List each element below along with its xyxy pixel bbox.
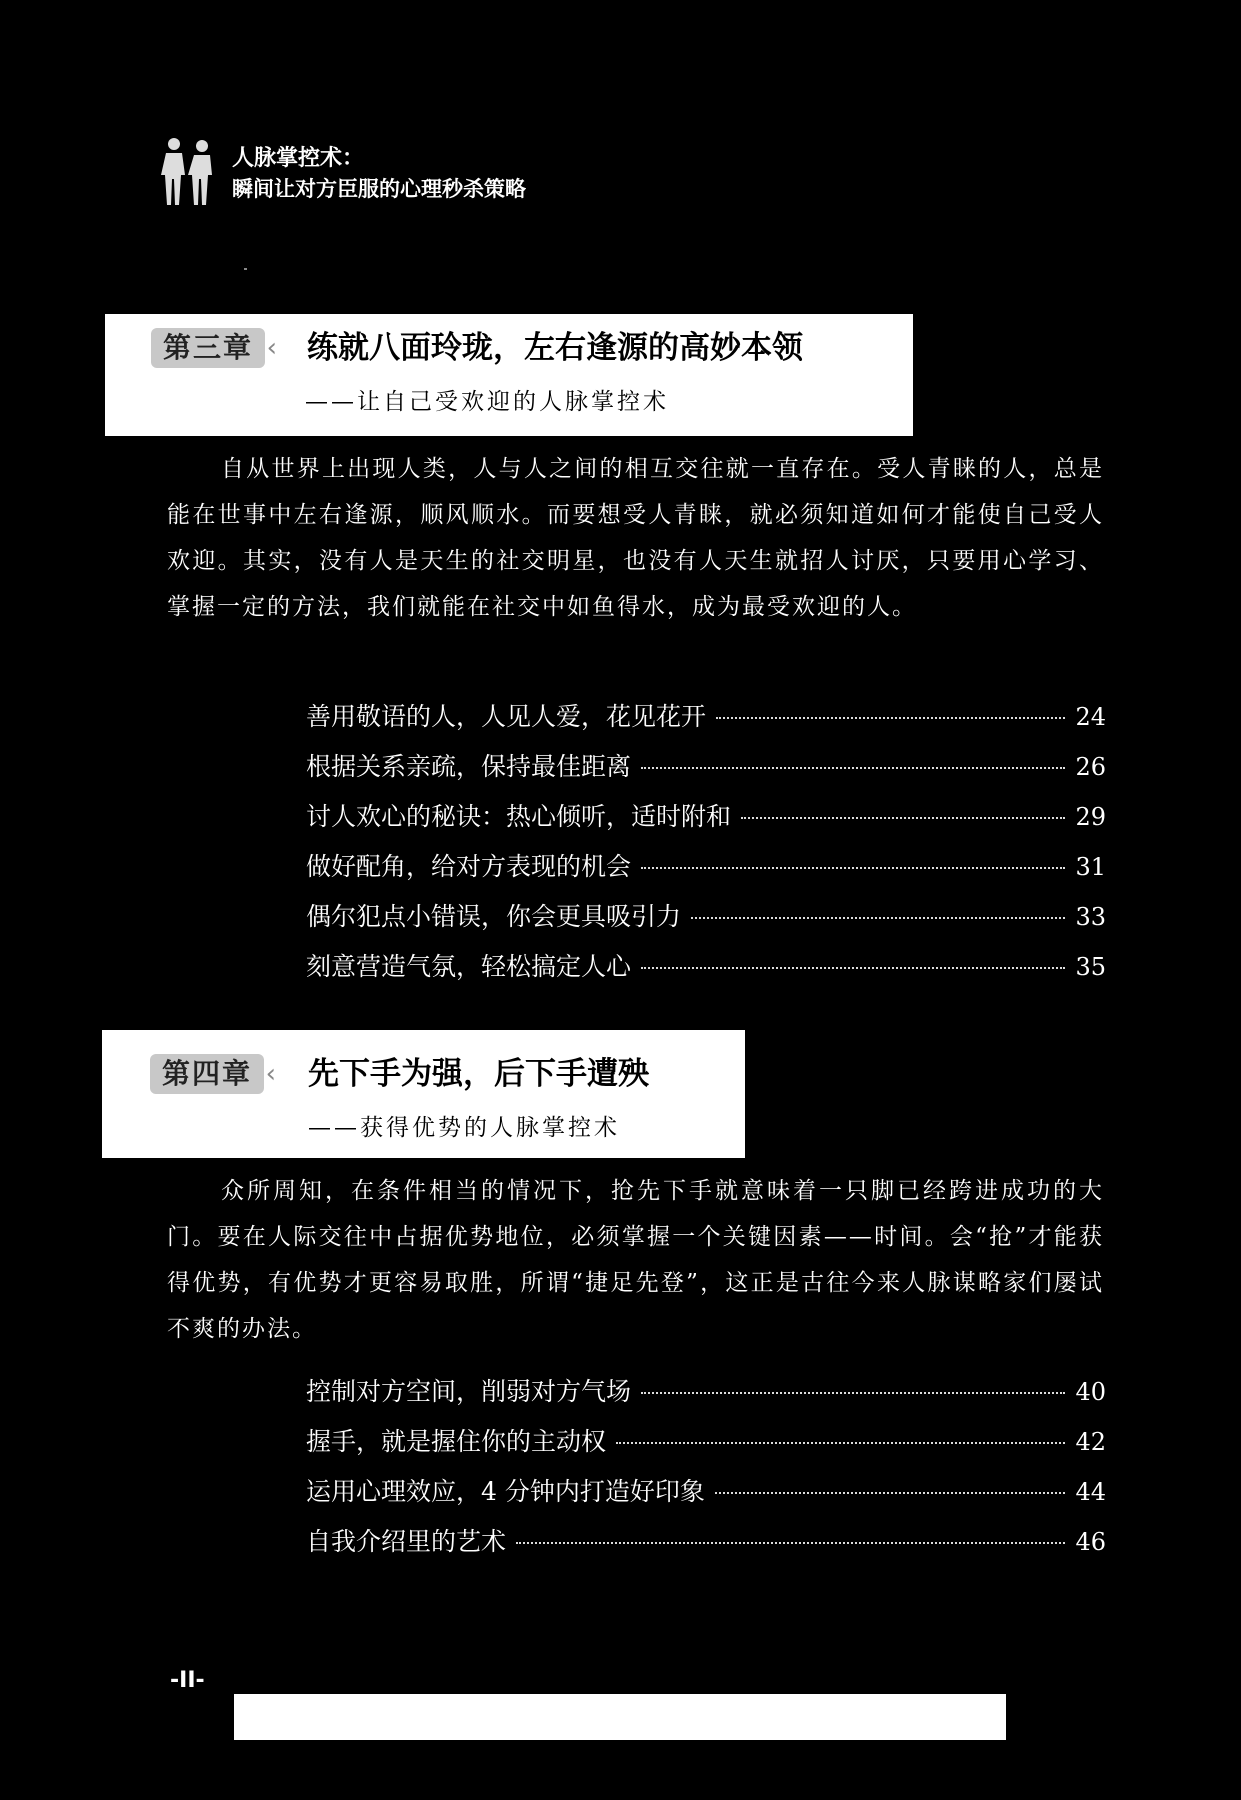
toc-item[interactable] (306, 1422, 1106, 1472)
toc-item-page: 40 (1075, 1378, 1106, 1406)
chapter-4-toc (306, 1372, 1106, 1572)
chapter-4-intro: 众所周知，在条件相当的情况下，抢先下手就意味着一只脚已经跨进成功的大门。要在人际交往中占据优势地位，必须掌握一个关键因素——时间。会“抢”才能获得优势，有优势才更容易取胜，所谓“捷足先登”，这正是古往今来人脉谋略家们屡试不爽的办法。 (167, 1178, 1104, 1342)
toc-item[interactable] (306, 697, 1106, 747)
toc-item-title: 讨人欢心的秘诀：热心倾听，适时附和 (306, 802, 732, 831)
toc-item[interactable] (306, 1372, 1106, 1422)
toc-item-page: 42 (1075, 1428, 1106, 1456)
page-number: -II- (170, 1668, 205, 1693)
chapter-3-toc (306, 697, 1106, 997)
chapter-4-badge: 第四章 ‹ (150, 1054, 264, 1094)
toc-item-title: 根据关系亲疏，保持最佳距离 (306, 752, 632, 781)
chapter-3-badge: 第三章 ‹ (151, 328, 265, 368)
toc-item-page: 35 (1075, 953, 1106, 981)
chapter-3-subtitle: ——让自己受欢迎的人脉掌控术 (305, 389, 669, 415)
book-title-line1: 人脉掌控术： (232, 146, 365, 171)
toc-item-title: 偶尔犯点小错误，你会更具吸引力 (306, 902, 682, 931)
book-title-line2: 瞬间让对方臣服的心理秒杀策略 (232, 177, 526, 201)
toc-item[interactable] (306, 897, 1106, 947)
toc-item-page: 31 (1075, 853, 1106, 881)
toc-item-title: 自我介绍里的艺术 (306, 1527, 507, 1556)
toc-item-page: 26 (1075, 753, 1106, 781)
toc-item-title: 善用敬语的人，人见人爱，花见花开 (306, 702, 707, 731)
chapter-4-title: 先下手为强，后下手遭殃 (308, 1056, 649, 1092)
toc-item[interactable] (306, 1472, 1106, 1522)
toc-item-page: 33 (1075, 903, 1106, 931)
bottom-white-bar (234, 1694, 1006, 1740)
toc-item-title: 控制对方空间，削弱对方气场 (306, 1377, 632, 1406)
toc-item[interactable] (306, 1522, 1106, 1572)
toc-item[interactable] (306, 947, 1106, 997)
toc-item[interactable] (306, 847, 1106, 897)
chapter-4-subtitle: ——获得优势的人脉掌控术 (308, 1115, 620, 1141)
toc-item-title: 刻意营造气氛，轻松搞定人心 (306, 952, 632, 981)
toc-item[interactable] (306, 797, 1106, 847)
toc-item-title: 做好配角，给对方表现的机会 (306, 852, 632, 881)
toc-item-page: 24 (1075, 703, 1106, 731)
toc-item-page: 29 (1075, 803, 1106, 831)
toc-item[interactable] (306, 747, 1106, 797)
toc-leader-dots (641, 767, 1065, 769)
toc-leader-dots (691, 917, 1065, 919)
book-title (232, 144, 526, 204)
chapter-4-heading-box (102, 1030, 745, 1158)
toc-item-title: 握手，就是握住你的主动权 (306, 1427, 607, 1456)
toc-leader-dots (641, 1392, 1065, 1394)
chapter-3-heading-box (105, 314, 913, 436)
toc-leader-dots (516, 1542, 1065, 1544)
toc-item-page: 44 (1075, 1478, 1106, 1506)
chapter-3-intro: 自从世界上出现人类，人与人之间的相互交往就一直存在。受人青睐的人，总是能在世事中左右逢源，顺风顺水。而要想受人青睐，就必须知道如何才能使自己受人欢迎。其实，没有人是天生的社交明星，也没有人天生就招人讨厌，只要用心学习、掌握一定的方法，我们就能在社交中如鱼得水，成为最受欢迎的人。 (167, 456, 1104, 620)
toc-leader-dots (616, 1442, 1065, 1444)
toc-item-page: 46 (1075, 1528, 1106, 1556)
toc-leader-dots (716, 717, 1065, 719)
toc-leader-dots (715, 1492, 1066, 1494)
toc-leader-dots (641, 867, 1065, 869)
two-people-silhouette-icon (158, 137, 218, 209)
toc-leader-dots (741, 817, 1065, 819)
chapter-3-title: 练就八面玲珑，左右逢源的高妙本领 (307, 330, 803, 366)
speck (244, 268, 247, 270)
toc-item-title: 运用心理效应，4 分钟内打造好印象 (306, 1477, 705, 1506)
toc-leader-dots (641, 967, 1065, 969)
